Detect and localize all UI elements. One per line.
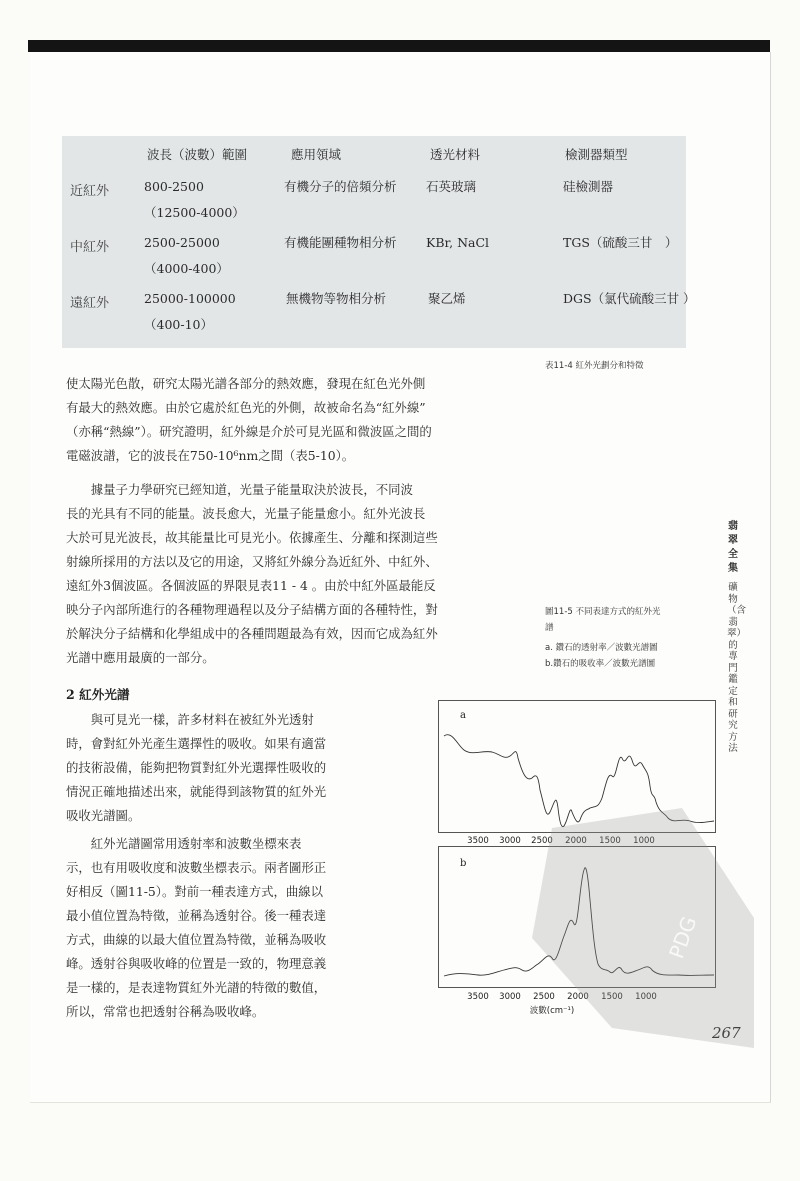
text-line: 射線所採用的方法以及它的用途，又將紅外線分為近紅外、中紅外、	[66, 554, 438, 569]
tick-label: 2500	[531, 836, 553, 846]
tick-label: 2500	[533, 992, 555, 1002]
text-line: 紅外光譜圖常用透射率和波數坐標來表	[66, 836, 302, 851]
text-line: 大於可見光波長，故其能量比可見光小。依據產生、分離和探測這些	[66, 530, 438, 545]
x-axis-label: 波數(cm⁻¹)	[529, 1006, 575, 1016]
table-cell: DGS（氯代硫酸三甘 ）	[563, 291, 696, 306]
page-number: 267	[712, 1024, 741, 1042]
tick-label: 3000	[499, 992, 521, 1002]
text-line: 時，會對紅外光產生選擇性的吸收。如果有適當	[66, 736, 327, 751]
tick-label: 1000	[633, 836, 655, 846]
panel-a-label: a	[460, 710, 466, 721]
section-heading: 2 紅外光譜	[66, 687, 130, 702]
figure-caption-line: 譜	[545, 623, 554, 633]
table-header-material: 透光材料	[430, 147, 481, 162]
text-line: 示，也有用吸收度和波數坐標表示。兩者圖形正	[66, 860, 327, 875]
text-line: 有最大的熱效應。由於它處於紅色光的外側，故被命名為“紅外線”	[66, 400, 426, 415]
table-cell: 無機物等物相分析	[286, 291, 387, 306]
panel-b-label: b	[460, 858, 467, 869]
tick-label: 1500	[599, 836, 621, 846]
table-cell: TGS（硫酸三甘 ）	[563, 235, 678, 250]
tick-label: 2000	[567, 992, 589, 1002]
watermark-svg	[529, 798, 754, 1048]
tick-label: 3500	[467, 992, 489, 1002]
table-row-label: 遠紅外	[70, 296, 110, 311]
side-title: 翡翠全集	[728, 521, 738, 574]
scan-edge	[28, 40, 770, 52]
figure-caption-line: b.鑽石的吸收率／波數光譜圖	[545, 659, 656, 669]
tick-label: 3000	[499, 836, 521, 846]
text-line: （亦稱“熱線”）。研究證明，紅外線是介於可見光區和微波區之間的	[66, 424, 432, 439]
table-cell: 硅檢測器	[563, 179, 614, 194]
table-cell: 石英玻璃	[426, 179, 477, 194]
text-line: 所以，常常也把透射谷稱為吸收峰。	[66, 1004, 265, 1019]
text-line: 是一樣的，是表達物質紅外光譜的特徵的數值，	[66, 980, 327, 995]
side-subtitle: 礦物（含翡翠）的專門鑑定和研究方法	[727, 582, 747, 754]
table-cell: 聚乙烯	[428, 291, 466, 306]
table-header-range: 波長（波數）範圍	[147, 147, 248, 162]
figure-caption-line: 圖11-5 不同表達方式的紅外光	[545, 607, 661, 617]
text-line: 吸收光譜圖。	[66, 808, 141, 823]
table-header-detector: 檢測器類型	[565, 147, 628, 162]
text-line: 據量子力學研究已經知道，光量子能量取決於波長，不同波	[66, 482, 413, 497]
text-line: 情況正確地描述出來，就能得到該物質的紅外光	[66, 784, 327, 799]
table-row-label: 近紅外	[70, 184, 110, 199]
text-line: 的技術設備，能夠把物質對紅外光選擇性吸收的	[66, 760, 327, 775]
text-line: 最小值位置為特徵，並稱為透射谷。後一種表達	[66, 908, 327, 923]
text-line: 映分子內部所進行的各種物理過程以及分子結構方面的各種特性，對	[66, 602, 438, 617]
table-header-application: 應用領域	[291, 147, 342, 162]
text-line: 好相反（圖11-5）。對前一種表達方式，曲線以	[66, 884, 324, 899]
tick-label: 2000	[565, 836, 587, 846]
pdg-watermark	[529, 798, 754, 1048]
table-caption: 表11-4 紅外光劃分和特徵	[545, 361, 644, 371]
table-cell: KBr, NaCl	[426, 235, 490, 250]
table-cell: （12500-4000）	[144, 205, 245, 220]
text-line: 峰。透射谷與吸收峰的位置是一致的，物理意義	[66, 956, 327, 971]
text-line: 方式，曲線的以最大值位置為特徵，並稱為吸收	[66, 932, 327, 947]
tick-label: 1000	[635, 992, 657, 1002]
text-line: 長的光具有不同的能量。波長愈大，光量子能量愈小。紅外光波長	[66, 506, 426, 521]
table-cell: 2500-25000	[144, 235, 220, 250]
table-cell: 有機能團種物相分析	[284, 235, 397, 250]
text-line: 光譜中應用最廣的一部分。	[66, 650, 215, 665]
table-cell: （4000-400）	[144, 261, 229, 276]
table-cell: 25000-100000	[144, 291, 236, 306]
text-line: 與可見光一樣，許多材料在被紅外光透射	[66, 712, 314, 727]
text-line: 使太陽光色散，研究太陽光譜各部分的熱效應，發現在紅色光外側	[66, 376, 426, 391]
text-line: 遠紅外3個波區。各個波區的界限見表11 - 4 。由於中紅外區最能反	[66, 578, 436, 593]
text-line: 於解決分子結構和化學組成中的各種問題最為有效，因而它成為紅外	[66, 626, 438, 641]
figure-caption-line: a. 鑽石的透射率／波數光譜圖	[545, 643, 658, 653]
table-cell: 有機分子的倍頻分析	[284, 179, 397, 194]
tick-label: 1500	[601, 992, 623, 1002]
text-line: 電磁波譜，它的波長在750-10⁶nm之間（表5-10）。	[66, 448, 355, 463]
table-cell: （400-10）	[144, 317, 213, 332]
tick-label: 3500	[467, 836, 489, 846]
table-cell: 800-2500	[144, 179, 204, 194]
table-row-label: 中紅外	[70, 240, 110, 255]
watermark-label: PDG	[664, 913, 702, 962]
